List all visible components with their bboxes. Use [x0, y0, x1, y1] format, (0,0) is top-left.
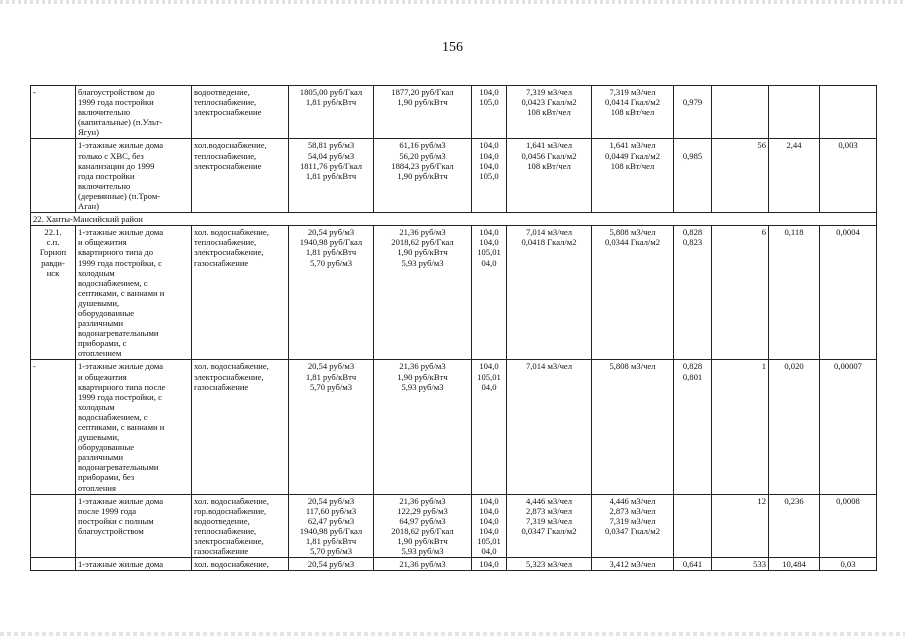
cell-line: 20,54 руб/м3: [307, 361, 355, 372]
cell-line: 1-этажные жилые дома: [78, 559, 164, 570]
cell-line: теплоснабжение,: [194, 237, 257, 248]
cell-line: 10,484: [782, 559, 806, 570]
cell-line: 1,81 руб/кВтч: [305, 97, 357, 108]
cell-line: 21,36 руб/м3: [399, 559, 446, 570]
cell-line: 7,319 м3/чел: [609, 515, 656, 526]
cell-line: хол.водоснабжение,: [194, 140, 267, 151]
cell-line: душевыми,: [78, 432, 120, 443]
coefficient-cell: [674, 558, 712, 571]
cell-line: 1811,76 руб/Гкал: [299, 160, 363, 171]
cell-line: 1940,98 руб/Гкал: [299, 237, 363, 248]
cell-line: 1999 года постройки, с: [78, 391, 162, 402]
value-cell: [769, 494, 820, 558]
norm-new-cell: [592, 86, 674, 139]
tariff-new-cell: [374, 558, 472, 571]
cell-line: [714, 87, 766, 97]
cell-line: 0,03: [840, 559, 856, 570]
building-category-cell: [76, 558, 192, 571]
cell-line: 104,0: [479, 505, 499, 516]
cell-line: 108 кВт/чел: [610, 160, 655, 171]
cell-line: 0,236: [784, 495, 804, 506]
cell-line: 21,36 руб/м3: [399, 495, 446, 506]
cell-line: 5,70 руб/м3: [309, 546, 353, 557]
cell-line: (деревянные) (п.Тром-: [78, 190, 161, 201]
cell-line: квартирного типа до: [78, 247, 154, 258]
cell-line: теплоснабжение,: [194, 525, 257, 536]
cell-line: и общежития: [78, 237, 127, 248]
cell-line: 5,93 руб/м3: [401, 257, 444, 268]
norm-new-cell: [592, 226, 674, 360]
cell-line: 1940,98 руб/Гкал: [299, 525, 363, 536]
share-cell: [820, 226, 877, 360]
cell-line: 1,90 руб/кВтч: [397, 536, 448, 547]
cell-line: 108 кВт/чел: [527, 160, 571, 171]
cell-line: 105,0: [479, 97, 499, 108]
cell-line: электроснабжение: [194, 160, 262, 171]
cell-line: 104,0: [479, 150, 499, 161]
cell-line: гор.водоснабжение,: [194, 505, 267, 516]
building-category-cell: [76, 494, 192, 558]
tariff-current-cell: [289, 360, 374, 494]
row-number-cell: [31, 494, 76, 558]
cell-line: водоотведение,: [194, 87, 250, 97]
cell-line: 1,641 м3/чел: [525, 140, 573, 151]
cell-line: водонагревательными: [78, 462, 159, 473]
utility-services-cell: [192, 360, 289, 494]
cell-line: 5,93 руб/м3: [401, 546, 444, 557]
cell-line: 04,0: [481, 546, 497, 557]
cell-line: 0,979: [682, 97, 703, 108]
section-title: 22. Ханты-Мансийский район: [31, 213, 877, 226]
utility-services-cell: [192, 226, 289, 360]
cell-line: квартирного типа после: [78, 381, 166, 392]
cell-line: 7,014 м3/чел: [525, 227, 573, 238]
tariff-index-cell: [472, 558, 507, 571]
cell-line: 0,828: [682, 227, 703, 238]
share-cell: [820, 360, 877, 494]
count-cell: [712, 86, 769, 139]
cell-line: 122,29 руб/м3: [397, 505, 448, 516]
value-cell: [769, 139, 820, 213]
cell-line: 4,446 м3/чел: [609, 495, 656, 506]
cell-line: 12: [757, 495, 766, 506]
cell-line: хол. водоснабжение,: [194, 495, 269, 506]
cell-line: 1-этажные жилые дома: [78, 140, 164, 151]
cell-line: Аган): [78, 201, 100, 212]
cell-line: 0,0344 Гкал/м2: [604, 237, 661, 248]
cell-line: 2,44: [786, 140, 802, 151]
cell-line: 5,808 м3/чел: [609, 227, 656, 238]
norm-current-cell: [507, 139, 592, 213]
cell-line: 1,641 м3/чел: [609, 140, 656, 151]
cell-line: 104,0: [479, 361, 499, 372]
cell-line: душевыми,: [78, 297, 120, 308]
cell-line: 1,90 руб/кВтч: [397, 170, 448, 181]
coefficient-cell: [674, 139, 712, 213]
building-category-cell: [76, 226, 192, 360]
cell-line: включительно: [78, 107, 131, 118]
cell-line: 04,0: [481, 257, 497, 268]
cell-line: 1-этажные жилые дома: [78, 361, 164, 372]
cell-line: 1999 года постройки, с: [78, 257, 162, 268]
cell-line: 0,003: [838, 140, 858, 151]
cell-line: приборами, с: [78, 338, 127, 349]
cell-line: 104,0: [479, 160, 499, 171]
cell-line: 5,93 руб/м3: [401, 381, 444, 392]
count-cell: [712, 360, 769, 494]
table-row: [31, 558, 877, 571]
cell-line: [822, 87, 874, 97]
cell-line: 0,985: [682, 150, 703, 161]
cell-line: 5,323 м3/чел: [525, 559, 573, 570]
value-cell: [769, 558, 820, 571]
building-category-cell: [76, 139, 192, 213]
cell-line: Горноп: [39, 247, 67, 258]
cell-line: 104,0: [479, 515, 499, 526]
norm-new-cell: [592, 558, 674, 571]
cell-line: приборами, без: [78, 472, 135, 483]
cell-line: [676, 496, 709, 506]
cell-line: отопления: [78, 482, 116, 493]
cell-line: оборудованные: [78, 442, 135, 453]
cell-line: различными: [78, 318, 124, 329]
cell-line: 64,97 руб/м3: [399, 515, 446, 526]
cell-line: 21,36 руб/м3: [399, 361, 446, 372]
cell-line: хол. водоснабжение,: [194, 361, 269, 372]
cell-line: водоснабжением, с: [78, 411, 148, 422]
cell-line: электроснабжение,: [194, 371, 264, 382]
cell-line: 104,0: [479, 227, 499, 238]
cell-line: теплоснабжение,: [194, 150, 257, 161]
cell-line: 105,01: [477, 536, 501, 547]
cell-line: 0,0347 Гкал/м2: [604, 525, 661, 536]
cell-line: электроснабжение,: [194, 536, 264, 547]
cell-line: электроснабжение: [194, 107, 262, 118]
cell-line: постройки с полным: [78, 515, 154, 526]
cell-line: с.п.: [46, 237, 60, 248]
count-cell: [712, 226, 769, 360]
cell-line: 4,446 м3/чел: [525, 495, 573, 506]
cell-line: 0,00007: [834, 361, 862, 372]
cell-line: 2,873 м3/чел: [609, 505, 656, 516]
cell-line: различными: [78, 452, 124, 463]
cell-line: 2018,62 руб/Гкал: [391, 237, 454, 248]
table-row: [31, 494, 877, 558]
norm-new-cell: [592, 360, 674, 494]
page-number: 156: [442, 40, 463, 55]
tariff-new-cell: [374, 139, 472, 213]
cell-line: 1: [761, 361, 766, 372]
row-number-cell: [31, 360, 76, 494]
cell-line: 533: [753, 559, 766, 570]
table-row: [31, 226, 877, 360]
tariff-current-cell: [289, 226, 374, 360]
cell-line: хол. водоснабжение,: [194, 559, 269, 570]
cell-line: газоснабжение: [194, 381, 249, 392]
value-cell: [769, 360, 820, 494]
cell-line: -: [33, 87, 36, 97]
share-cell: [820, 86, 877, 139]
cell-line: холодным: [78, 401, 115, 412]
share-cell: [820, 139, 877, 213]
cell-line: 1877,20 руб/Гкал: [391, 87, 454, 97]
coefficient-cell: [674, 360, 712, 494]
cell-line: 0,0347 Гкал/м2: [521, 525, 577, 536]
cell-line: 54,04 руб/м3: [307, 150, 355, 161]
cell-line: 5,70 руб/м3: [309, 257, 353, 268]
tariff-new-cell: [374, 494, 472, 558]
tariff-current-cell: [289, 139, 374, 213]
cell-line: 1805,00 руб/Гкал: [299, 87, 363, 97]
norm-current-cell: [507, 86, 592, 139]
cell-line: 1-этажные жилые дома: [78, 227, 164, 238]
row-number-cell: [31, 226, 76, 360]
cell-line: 1,90 руб/кВтч: [397, 247, 448, 258]
share-cell: [820, 558, 877, 571]
coefficient-cell: [674, 86, 712, 139]
section-row: [31, 213, 877, 226]
tariff-current-cell: [289, 86, 374, 139]
utility-services-cell: [192, 86, 289, 139]
cell-line: 2,873 м3/чел: [525, 505, 573, 516]
cell-line: 0,0418 Гкал/м2: [521, 237, 577, 248]
cell-line: 7,319 м3/чел: [525, 515, 573, 526]
norm-current-cell: [507, 360, 592, 494]
tariff-new-cell: [374, 360, 472, 494]
cell-line: и общежития: [78, 371, 127, 382]
cell-line: [676, 87, 709, 97]
value-cell: [769, 226, 820, 360]
table-row: [31, 139, 877, 213]
cell-line: 1,81 руб/кВтч: [305, 170, 357, 181]
tariff-index-cell: [472, 360, 507, 494]
cell-line: 1,81 руб/кВтч: [305, 536, 357, 547]
count-cell: [712, 558, 769, 571]
cell-line: (капитальные) (п.Ульт-: [78, 117, 163, 128]
cell-line: 0,823: [682, 237, 703, 248]
tariff-current-cell: [289, 494, 374, 558]
cell-line: септиками, с ваннами и: [78, 422, 165, 432]
share-cell: [820, 494, 877, 558]
tariff-new-cell: [374, 86, 472, 139]
cell-line: 5,70 руб/м3: [309, 381, 353, 392]
cell-line: 7,014 м3/чел: [525, 361, 573, 372]
cell-line: 20,54 руб/м3: [307, 227, 355, 238]
cell-line: 104,0: [479, 140, 499, 151]
cell-line: 104,0: [479, 559, 499, 570]
cell-line: 1,90 руб/кВтч: [397, 371, 448, 382]
norm-current-cell: [507, 226, 592, 360]
cell-line: 104,0: [479, 87, 499, 97]
cell-line: 1999 года постройки: [78, 97, 154, 108]
cell-line: 105,01: [477, 371, 501, 382]
cell-line: 117,60 руб/м3: [305, 505, 357, 516]
cell-line: 22.1.: [44, 227, 62, 238]
cell-line: 1,90 руб/кВтч: [397, 97, 448, 108]
cell-line: газоснабжение: [194, 257, 249, 268]
row-number-cell: [31, 558, 76, 571]
row-number-cell: [31, 86, 76, 139]
tariff-current-cell: [289, 558, 374, 571]
cell-line: [771, 87, 817, 97]
cell-line: оборудованные: [78, 307, 135, 318]
cell-line: 0,0008: [836, 495, 860, 506]
cell-line: электроснабжение,: [194, 247, 264, 258]
count-cell: [712, 139, 769, 213]
cell-line: равди-: [41, 257, 65, 268]
cell-line: 0,0449 Гкал/м2: [604, 150, 661, 161]
cell-line: 1,81 руб/кВтч: [305, 371, 357, 382]
norm-current-cell: [507, 558, 592, 571]
cell-line: 0,118: [784, 227, 804, 238]
utility-services-cell: [192, 139, 289, 213]
cell-line: 0,020: [784, 361, 804, 372]
cell-line: 20,54 руб/м3: [307, 495, 355, 506]
tariff-index-cell: [472, 494, 507, 558]
cell-line: -: [33, 361, 36, 372]
cell-line: 0,641: [682, 559, 703, 570]
cell-line: 20,54 руб/м3: [307, 559, 355, 570]
coefficient-cell: [674, 226, 712, 360]
cell-line: 0,0423 Гкал/м2: [521, 97, 577, 108]
cell-line: водонагревательными: [78, 328, 159, 339]
cell-line: септиками, с ваннами и: [78, 287, 165, 298]
building-category-cell: [76, 360, 192, 494]
cell-line: 105,01: [477, 247, 501, 258]
cell-line: хол. водоснабжение,: [194, 227, 269, 238]
cell-line: года постройки: [78, 170, 135, 181]
cell-line: 0,0414 Гкал/м2: [604, 97, 661, 108]
cell-line: отоплением: [78, 348, 122, 359]
cell-line: 2018,62 руб/Гкал: [391, 525, 454, 536]
cell-line: 1884,23 руб/Гкал: [391, 160, 454, 171]
cell-line: 7,319 м3/чел: [525, 87, 573, 97]
cell-line: 21,36 руб/м3: [399, 227, 446, 238]
cell-line: после 1999 года: [78, 505, 137, 516]
cell-line: 0,801: [682, 371, 703, 382]
cell-line: 0,0456 Гкал/м2: [521, 150, 577, 161]
cell-line: 108 кВт/чел: [610, 107, 655, 118]
cell-line: водоснабжением, с: [78, 277, 148, 288]
tariff-index-cell: [472, 86, 507, 139]
utility-services-cell: [192, 558, 289, 571]
cell-line: благоустройством: [78, 525, 144, 536]
norm-current-cell: [507, 494, 592, 558]
cell-line: Ягун): [78, 127, 100, 138]
cell-line: газоснабжение: [194, 546, 249, 557]
cell-line: благоустройством до: [78, 87, 155, 97]
norm-new-cell: [592, 139, 674, 213]
cell-line: канализации до 1999: [78, 160, 155, 171]
cell-line: 104,0: [479, 237, 499, 248]
table-row: [31, 86, 877, 139]
cell-line: 104,0: [479, 525, 499, 536]
tariff-index-cell: [472, 226, 507, 360]
scan-edge-bottom: [0, 632, 905, 636]
cell-line: 0,0004: [836, 227, 860, 238]
cell-line: 0,828: [682, 361, 703, 372]
cell-line: 04,0: [481, 381, 497, 392]
tariff-table: [30, 85, 877, 571]
cell-line: только с ХВС, без: [78, 150, 144, 161]
table-row: [31, 360, 877, 494]
cell-line: 56: [757, 140, 766, 151]
coefficient-cell: [674, 494, 712, 558]
norm-new-cell: [592, 494, 674, 558]
cell-line: 56,20 руб/м3: [399, 150, 446, 161]
building-category-cell: [76, 86, 192, 139]
row-number-cell: [31, 139, 76, 213]
utility-services-cell: [192, 494, 289, 558]
tariff-index-cell: [472, 139, 507, 213]
cell-line: 3,412 м3/чел: [609, 559, 656, 570]
cell-line: холодным: [78, 267, 115, 278]
cell-line: 62,47 руб/м3: [307, 515, 355, 526]
count-cell: [712, 494, 769, 558]
cell-line: 6: [761, 227, 766, 238]
cell-line: теплоснабжение,: [194, 97, 257, 108]
cell-line: 61,16 руб/м3: [399, 140, 446, 151]
cell-line: 7,319 м3/чел: [609, 87, 656, 97]
cell-line: 5,808 м3/чел: [609, 361, 656, 372]
cell-line: 108 кВт/чел: [527, 107, 571, 118]
cell-line: 58,81 руб/м3: [307, 140, 355, 151]
cell-line: водоотведение,: [194, 515, 250, 526]
cell-line: 1-этажные жилые дома: [78, 495, 164, 506]
value-cell: [769, 86, 820, 139]
cell-line: включительно: [78, 180, 131, 191]
cell-line: [676, 140, 709, 150]
cell-line: 104,0: [479, 495, 499, 506]
cell-line: 1,81 руб/кВтч: [305, 247, 357, 258]
scan-edge-top: [0, 0, 905, 4]
tariff-new-cell: [374, 226, 472, 360]
cell-line: 105,0: [479, 170, 499, 181]
cell-line: нск: [46, 267, 60, 278]
